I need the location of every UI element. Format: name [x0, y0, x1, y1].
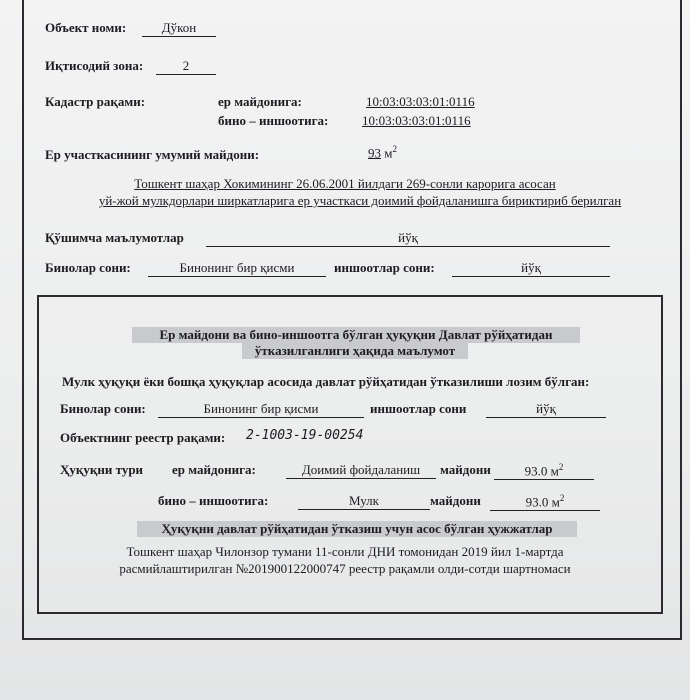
right-building-area-value: 93.0 $м^2$: [490, 493, 600, 511]
registry-number-label: Объектнинг реестр рақами:: [60, 430, 226, 445]
decree-line-2: уй-жой мулкдорлари ширкатларига ер участкаси доимий фойдаланишга бириктириб берилган: [98, 193, 622, 208]
right-building-label: бино – иншоотига:: [158, 493, 269, 508]
buildings-count-value: Бинонинг бир қисми: [148, 260, 326, 277]
registry-structures-label: иншоотлар сони: [370, 401, 467, 416]
decree-line-1: Тошкент шаҳар Хокимининг 26.06.2001 йилдаги 269-сонли карорига асосан: [134, 176, 556, 191]
object-name-value: Дўкон: [142, 20, 216, 37]
extra-info-value: йўқ: [206, 230, 610, 247]
right-land-label: ер майдонига:: [172, 462, 256, 477]
right-land-value: Доимий фойдаланиш: [286, 462, 436, 479]
cadastre-building-value: 10:03:03:03:01:0116: [362, 113, 471, 128]
registry-number-value: 2-1003-19-00254: [246, 428, 364, 443]
registry-buildings-label: Бинолар сони:: [60, 401, 146, 416]
docs-title: Ҳуқуқни давлат рўйҳатидан ўтказиш учун асос бўлган ҳужжатлар: [137, 521, 577, 537]
registry-intro: Мулк ҳуқуқи ёки бошқа ҳуқуқлар асосида давлат рўйҳатидан ўтказилиши лозим бўлган:: [62, 374, 590, 389]
extra-info-label: Қўшимча маълумотлар: [45, 230, 184, 245]
structures-count-value: йўқ: [452, 260, 610, 277]
structures-count-label: иншоотлар сони:: [334, 260, 435, 275]
total-area-value: 93 $м^2$: [368, 144, 397, 161]
cadastre-label: Кадастр рақами:: [45, 94, 146, 109]
cadastre-land-value: 10:03:03:03:01:0116: [366, 94, 475, 109]
docs-line-1: Тошкент шаҳар Чилонзор тумани 11-сонли ДНИ томонидан 2019 йил 1-мартда: [126, 544, 564, 559]
zone-label: Иқтисодий зона:: [45, 58, 144, 73]
docs-line-2: расмийлаштирилган №201900122000747 реестр рақамли олди-сотди шартномаси: [119, 561, 571, 576]
buildings-count-label: Бинолар сони:: [45, 260, 131, 275]
registry-structures-value: йўқ: [486, 401, 606, 418]
right-land-area-label: майдони: [440, 462, 491, 477]
total-area-label: Ер участкасининг умумий майдони:: [45, 147, 260, 162]
object-name-label: Объект номи:: [45, 20, 127, 35]
registry-title-line-2: ўтказилганлиги ҳақида маълумот: [242, 343, 468, 359]
right-type-label: Ҳуқуқни тури: [60, 462, 144, 477]
right-building-area-label: майдони: [430, 493, 481, 508]
zone-value: 2: [156, 58, 216, 75]
right-land-area-value: 93.0 $м^2$: [494, 462, 594, 480]
registry-buildings-value: Бинонинг бир қисми: [158, 401, 364, 418]
cadastre-building-label: бино – иншоотига:: [218, 113, 329, 128]
registry-title-line-1: Ер майдони ва бино-иншоотга бўлган ҳуқуқни Давлат рўйҳатидан: [132, 327, 580, 343]
right-building-value: Мулк: [298, 493, 430, 510]
cadastre-land-label: ер майдонига:: [218, 94, 302, 109]
